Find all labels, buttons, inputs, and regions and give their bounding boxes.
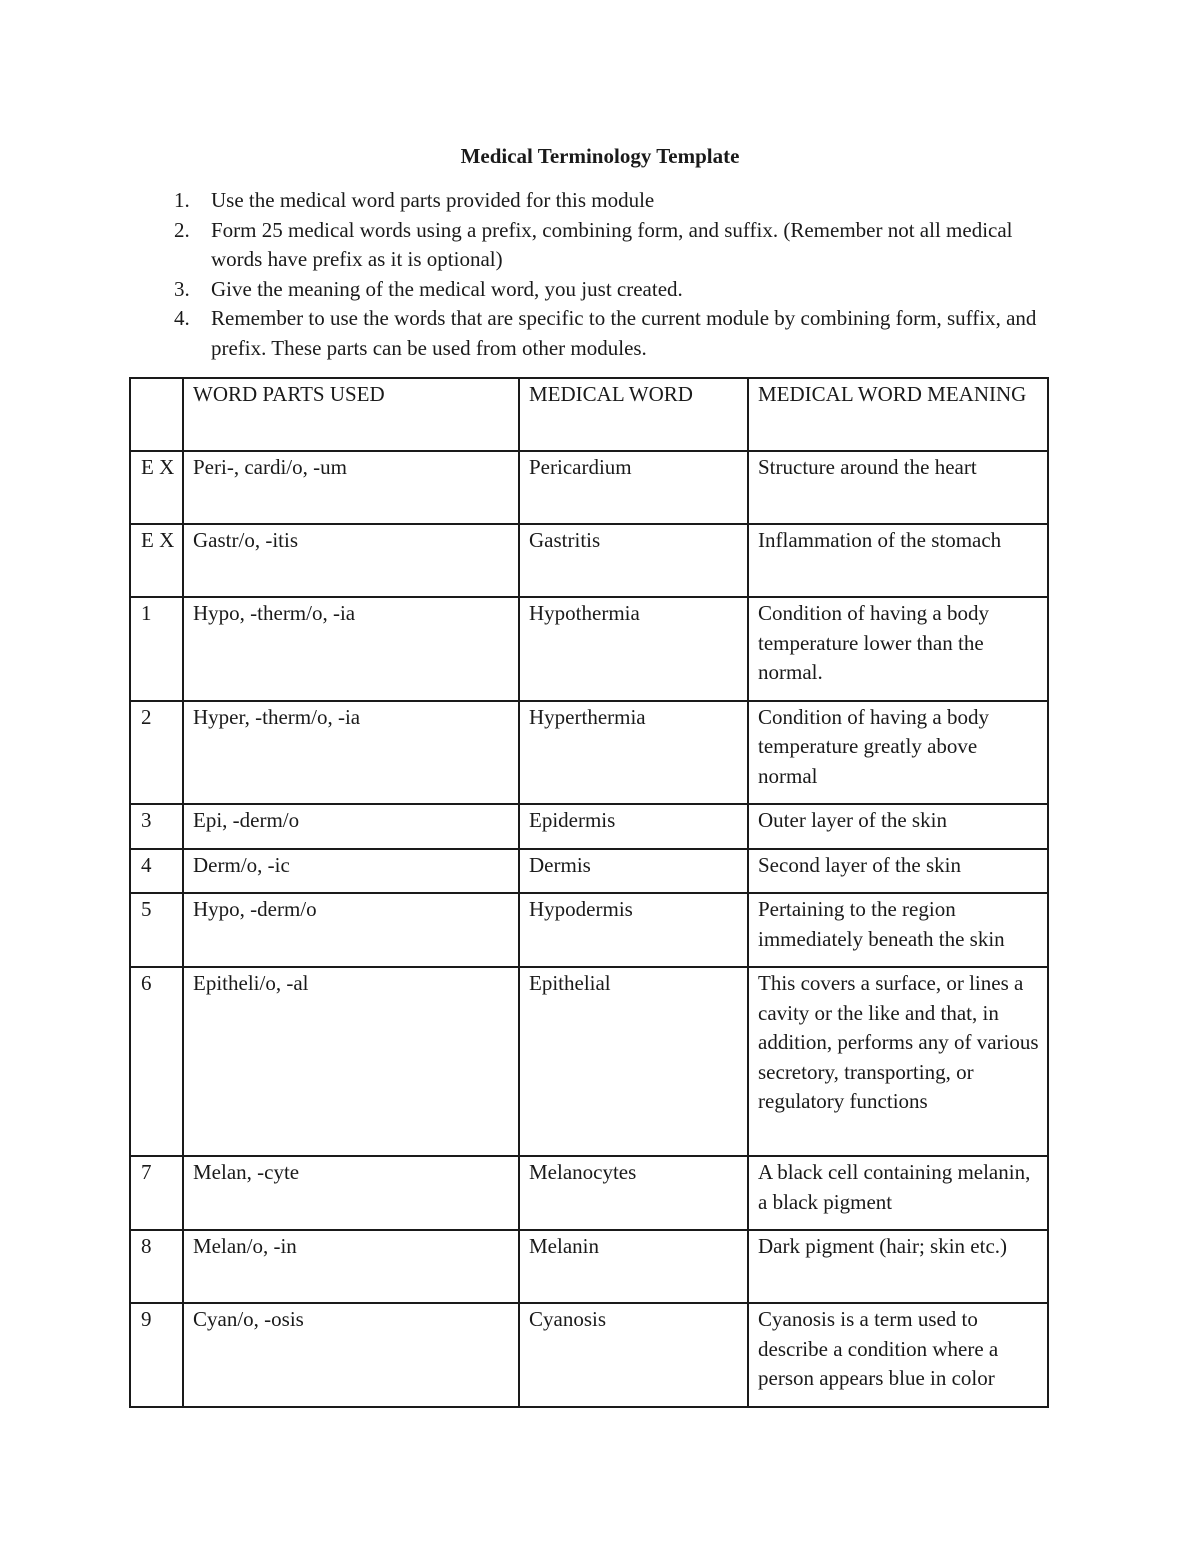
row-index: 4 [130,849,183,894]
instruction-list [174,186,1054,363]
row-word-parts: Hypo, -derm/o [183,893,519,967]
row-medical-word: Epithelial [519,967,748,1156]
row-meaning: A black cell containing melanin, a black pigment [748,1156,1048,1230]
row-index: 8 [130,1230,183,1303]
table-row [130,701,1048,805]
row-word-parts: Epi, -derm/o [183,804,519,849]
row-medical-word: Melanocytes [519,1156,748,1230]
row-word-parts: Epitheli/o, -al [183,967,519,1156]
row-index: E X [130,451,183,524]
row-meaning: Pertaining to the region immediately beneath the skin [748,893,1048,967]
row-word-parts: Peri-, cardi/o, -um [183,451,519,524]
row-meaning: Inflammation of the stomach [748,524,1048,597]
row-index: 1 [130,597,183,701]
row-meaning: This covers a surface, or lines a cavity or the like and that, in addition, performs any of various secretory, transporting, or regulatory functions [748,967,1048,1156]
row-word-parts: Melan/o, -in [183,1230,519,1303]
instruction-text: Form 25 medical words using a prefix, combining form, and suffix. (Remember not all medical words have prefix as it is optional) [211,217,1013,271]
table-row [130,1156,1048,1230]
row-index: 2 [130,701,183,805]
instruction-text: Use the medical word parts provided for this module [211,188,655,212]
header-cell-word-parts: WORD PARTS USED [183,378,519,451]
instruction-item [174,275,1054,305]
row-medical-word: Pericardium [519,451,748,524]
instruction-number: 4. [174,306,190,330]
row-word-parts: Gastr/o, -itis [183,524,519,597]
row-index: 9 [130,1303,183,1407]
instruction-text: Remember to use the words that are specific to the current module by combining form, suffix, and prefix. These parts can be used from other modules. [211,306,1037,360]
table-row [130,804,1048,849]
instruction-number: 2. [174,217,190,242]
table-row [130,849,1048,894]
row-medical-word: Melanin [519,1230,748,1303]
row-medical-word: Hypothermia [519,597,748,701]
table-row [130,1230,1048,1303]
row-medical-word: Gastritis [519,524,748,597]
row-word-parts: Cyan/o, -osis [183,1303,519,1407]
row-index: E X [130,524,183,597]
document-title: Medical Terminology Template [460,144,740,168]
row-meaning: Second layer of the skin [748,849,1048,894]
row-meaning: Dark pigment (hair; skin etc.) [748,1230,1048,1303]
row-index: 3 [130,804,183,849]
table-header-row [130,378,1048,451]
table-row [130,597,1048,701]
row-index: 6 [130,967,183,1156]
instruction-number: 1. [174,188,190,212]
row-word-parts: Melan, -cyte [183,1156,519,1230]
header-cell-meaning: MEDICAL WORD MEANING [748,378,1048,451]
terminology-table [129,377,1049,1408]
row-index: 5 [130,893,183,967]
row-word-parts: Hypo, -therm/o, -ia [183,597,519,701]
row-word-parts: Derm/o, -ic [183,849,519,894]
row-index: 7 [130,1156,183,1230]
table-row [130,967,1048,1156]
table-row [130,524,1048,597]
row-meaning: Structure around the heart [748,451,1048,524]
header-cell-index [130,378,183,451]
instruction-item [174,304,1054,363]
table-row [130,1303,1048,1407]
table-row [130,451,1048,524]
header-cell-medical-word: MEDICAL WORD [519,378,748,451]
instruction-text: Give the meaning of the medical word, you just created. [211,276,683,301]
instruction-item [174,216,1054,275]
row-medical-word: Cyanosis [519,1303,748,1407]
row-medical-word: Epidermis [519,804,748,849]
row-meaning: Condition of having a body temperature greatly above normal [748,701,1048,805]
row-medical-word: Dermis [519,849,748,894]
row-meaning: Outer layer of the skin [748,804,1048,849]
row-medical-word: Hyperthermia [519,701,748,805]
row-meaning: Cyanosis is a term used to describe a condition where a person appears blue in color [748,1303,1048,1407]
row-word-parts: Hyper, -therm/o, -ia [183,701,519,805]
instruction-number: 3. [174,276,190,301]
table-row [130,893,1048,967]
instruction-item [174,186,1054,216]
row-medical-word: Hypodermis [519,893,748,967]
row-meaning: Condition of having a body temperature lower than the normal. [748,597,1048,701]
